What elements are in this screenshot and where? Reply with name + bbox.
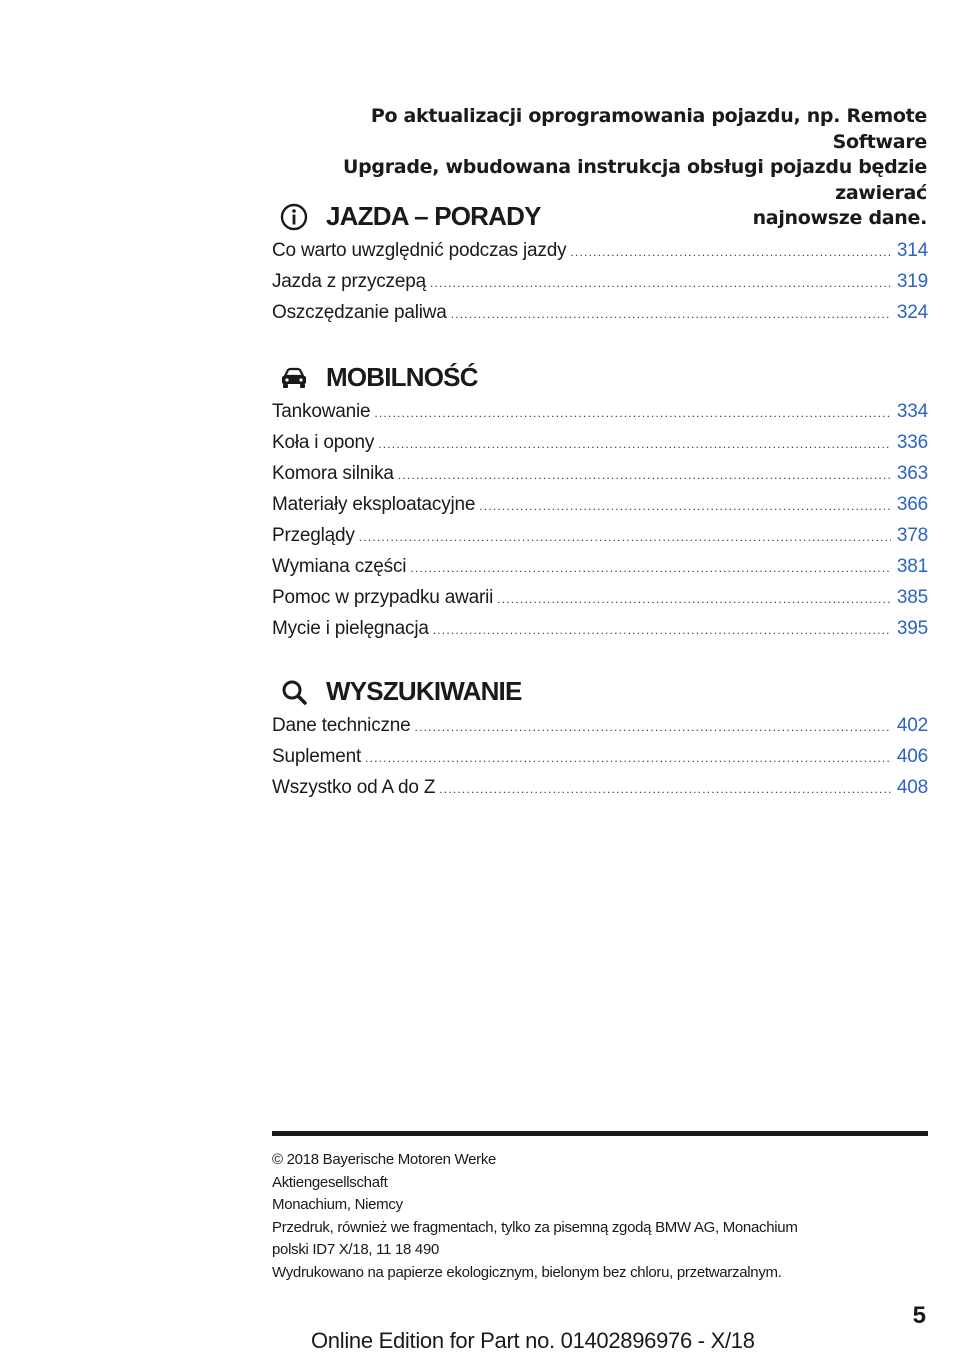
notice-line: najnowsze dane. bbox=[752, 207, 927, 229]
toc-entry[interactable] bbox=[272, 556, 928, 587]
footer-divider bbox=[272, 1131, 928, 1136]
dot-leader bbox=[365, 751, 891, 765]
toc-entry[interactable] bbox=[272, 401, 928, 432]
toc-page-link[interactable]: 381 bbox=[896, 556, 928, 577]
section-wyszukiwanie bbox=[272, 674, 928, 808]
toc-entry-label: Tankowanie bbox=[272, 401, 371, 422]
toc-entry-label: Komora silnika bbox=[272, 463, 394, 484]
toc-entry[interactable] bbox=[272, 494, 928, 525]
toc-entry-label: Pomoc w przypadku awarii bbox=[272, 587, 494, 608]
toc-page-link[interactable]: 314 bbox=[896, 240, 928, 261]
dot-leader bbox=[497, 592, 891, 606]
toc-entry-label: Suplement bbox=[272, 746, 362, 767]
toc-entry[interactable] bbox=[272, 777, 928, 808]
car-icon bbox=[278, 362, 310, 394]
toc-page-link[interactable]: 378 bbox=[896, 525, 928, 546]
toc-entry-label: Mycie i pielęgnacja bbox=[272, 618, 429, 639]
toc-entry[interactable] bbox=[272, 432, 928, 463]
toc-entry[interactable] bbox=[272, 525, 928, 556]
toc-page-link[interactable]: 406 bbox=[896, 746, 928, 767]
section-mobilnosc bbox=[272, 360, 928, 649]
page-number: 5 bbox=[912, 1302, 926, 1329]
dot-leader bbox=[410, 561, 891, 575]
toc-entry[interactable] bbox=[272, 271, 928, 302]
toc-entry-label: Przeglądy bbox=[272, 525, 355, 546]
imprint bbox=[272, 1149, 928, 1284]
toc-page-link[interactable]: 402 bbox=[896, 715, 928, 736]
edition-watermark: Online Edition for Part no. 01402896976 - X/18 bbox=[311, 1328, 755, 1353]
search-icon bbox=[278, 676, 310, 708]
section-header bbox=[272, 199, 928, 243]
dot-leader bbox=[439, 782, 891, 796]
toc-entry-label: Dane techniczne bbox=[272, 715, 411, 736]
imprint-line: Przedruk, również we fragmentach, tylko za pisemną zgodą BMW AG, Monachium bbox=[272, 1218, 798, 1236]
section-header bbox=[272, 360, 928, 404]
toc-entry-label: Koła i opony bbox=[272, 432, 375, 453]
imprint-line: Monachium, Niemcy bbox=[272, 1196, 403, 1213]
section-header bbox=[272, 674, 928, 718]
section-title: JAZDA – PORADY bbox=[326, 201, 541, 231]
toc-entry[interactable] bbox=[272, 746, 928, 777]
dot-leader bbox=[430, 276, 891, 290]
notice-line: Po aktualizacji oprogramowania pojazdu, np. Remote Software bbox=[370, 105, 927, 153]
toc-entry-label: Co warto uwzględnić podczas jazdy bbox=[272, 240, 567, 261]
imprint-line: © 2018 Bayerische Motoren Werke bbox=[272, 1151, 497, 1168]
section-jazda-porady bbox=[272, 199, 928, 333]
toc-page-link[interactable]: 324 bbox=[896, 302, 928, 323]
toc-entry[interactable] bbox=[272, 240, 928, 271]
toc-entry[interactable] bbox=[272, 463, 928, 494]
toc-page-link[interactable]: 363 bbox=[896, 463, 928, 484]
toc-page-link[interactable]: 336 bbox=[896, 432, 928, 453]
section-title: WYSZUKIWANIE bbox=[326, 676, 522, 706]
toc-page-link[interactable]: 385 bbox=[896, 587, 928, 608]
notice-line: Upgrade, wbudowana instrukcja obsługi pojazdu będzie zawierać bbox=[343, 156, 927, 204]
toc-entry-label: Jazda z przyczepą bbox=[272, 271, 426, 292]
toc-entry-label: Materiały eksploatacyjne bbox=[272, 494, 476, 515]
toc-entry[interactable] bbox=[272, 618, 928, 649]
dot-leader bbox=[479, 499, 891, 513]
toc-entry-label: Oszczędzanie paliwa bbox=[272, 302, 447, 323]
dot-leader bbox=[570, 245, 891, 259]
dot-leader bbox=[378, 437, 891, 451]
dot-leader bbox=[398, 468, 891, 482]
toc-page-link[interactable]: 366 bbox=[896, 494, 928, 515]
dot-leader bbox=[415, 720, 891, 734]
toc-page-link[interactable]: 334 bbox=[896, 401, 928, 422]
toc-page-link[interactable]: 408 bbox=[896, 777, 928, 798]
dot-leader bbox=[451, 307, 891, 321]
toc-page-link[interactable]: 395 bbox=[896, 618, 928, 639]
dot-leader bbox=[359, 530, 891, 544]
toc-entry-label: Wymiana części bbox=[272, 556, 407, 577]
toc-entry-label: Wszystko od A do Z bbox=[272, 777, 436, 798]
dot-leader bbox=[374, 406, 891, 420]
toc-entry[interactable] bbox=[272, 587, 928, 618]
imprint-line: Aktiengesellschaft bbox=[272, 1173, 388, 1191]
dot-leader bbox=[433, 623, 891, 637]
imprint-line: Wydrukowano na papierze ekologicznym, bielonym bez chloru, przetwarzalnym. bbox=[272, 1263, 782, 1281]
toc-entry[interactable] bbox=[272, 302, 928, 333]
toc-entry[interactable] bbox=[272, 715, 928, 746]
toc-page-link[interactable]: 319 bbox=[896, 271, 928, 292]
imprint-line: polski ID7 X/18, 11 18 490 bbox=[272, 1241, 440, 1258]
section-title: MOBILNOŚĆ bbox=[326, 362, 478, 392]
info-icon bbox=[278, 201, 310, 233]
